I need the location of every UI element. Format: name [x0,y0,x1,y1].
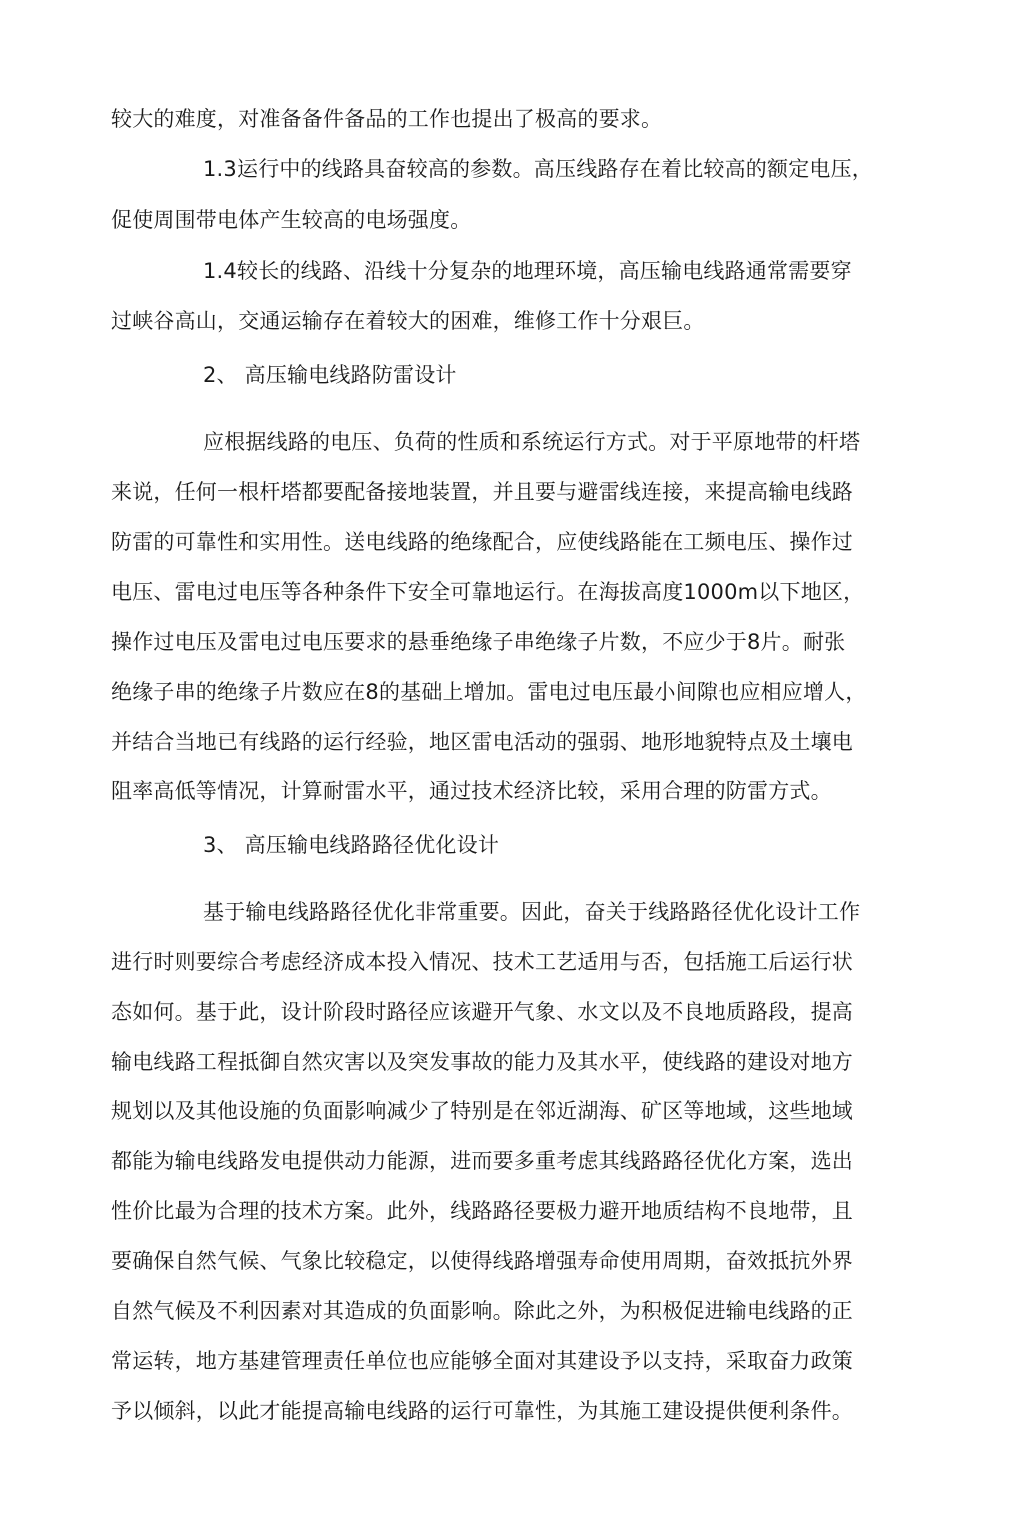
text-line: 过峡谷高山，交通运输存在着较大的困难，维修工作十分艰巨。 [111,309,705,333]
text-line: 输电线路工程抵御自然灾害以及突发事故的能力及其水平，使线路的建设对地方 [111,1050,853,1074]
paragraph-item-1-4: 1.4较长的线路、沿线十分复杂的地理环境，高压输电线路通常需要穿 [203,259,852,283]
text-line: 要确保自然气候、气象比较稳定，以使得线路增强寿命使用周期，奋效抵抗外界 [111,1249,853,1273]
text-line: 规划以及其他设施的负面影响减少了特别是在邻近湖海、矿区等地域，这些地域 [111,1099,853,1123]
text-line: 防雷的可靠性和实用性。送电线路的绝缘配合，应使线路能在工频电压、操作过 [111,530,853,554]
section-heading-2: 2、 高压输电线路防雷设计 [203,363,457,387]
text-line: 促使周围带电体产生较高的电场强度。 [111,208,472,232]
text-line: 常运转，地方基建管理责任单位也应能够全面对其建设予以支持，采取奋力政策 [111,1349,853,1373]
text-line: 基于输电线路路径优化非常重要。因此，奋关于线路路径优化设计工作 [203,900,861,924]
text-line: 阻率高低等情况，计算耐雷水平，通过技术经济比较，采用合理的防雷方式。 [111,779,832,803]
text-line: 应根据线路的电压、负荷的性质和系统运行方式。对于平原地带的杆塔 [203,430,861,454]
text-line: 电压、雷电过电压等各种条件下安全可靠地运行。在海拔高度1000m以下地区， [111,580,865,604]
text-line: 操作过电压及雷电过电压要求的悬垂绝缘子串绝缘子片数，不应少于8片。耐张 [111,630,846,654]
text-line: 进行时则要综合考虑经济成本投入情况、技术工艺适用与否，包括施工后运行状 [111,950,853,974]
text-line: 予以倾斜，以此才能提高输电线路的运行可靠性，为其施工建设提供便利条件。 [111,1399,853,1423]
text-line: 来说，任何一根杆塔都要配备接地装置，并且要与避雷线连接，来提高输电线路 [111,480,853,504]
text-line: 都能为输电线路发电提供动力能源，进而要多重考虑其线路路径优化方案，选出 [111,1149,853,1173]
text-line: 性价比最为合理的技术方案。此外，线路路径要极力避开地质结构不良地带，且 [111,1199,853,1223]
text-line: 自然气候及不利因素对其造成的负面影响。除此之外，为积极促进输电线路的正 [111,1299,853,1323]
text-line: 并结合当地已有线路的运行经验，地区雷电活动的强弱、地形地貌特点及土壤电 [111,730,853,754]
text-line: 态如何。基于此，设计阶段时路径应该避开气象、水文以及不良地质路段，提高 [111,1000,853,1024]
text-line: 绝缘子串的绝缘子片数应在8的基础上增加。雷电过电压最小间隙也应相应增人， [111,680,867,704]
text-line: 较大的难度，对准备备件备品的工作也提出了极高的要求。 [111,107,663,131]
paragraph-item-1-3: 1.3运行中的线路具奋较高的参数。高压线路存在着比较高的额定电压， [203,157,873,181]
section-heading-3: 3、 高压输电线路路径优化设计 [203,833,500,857]
